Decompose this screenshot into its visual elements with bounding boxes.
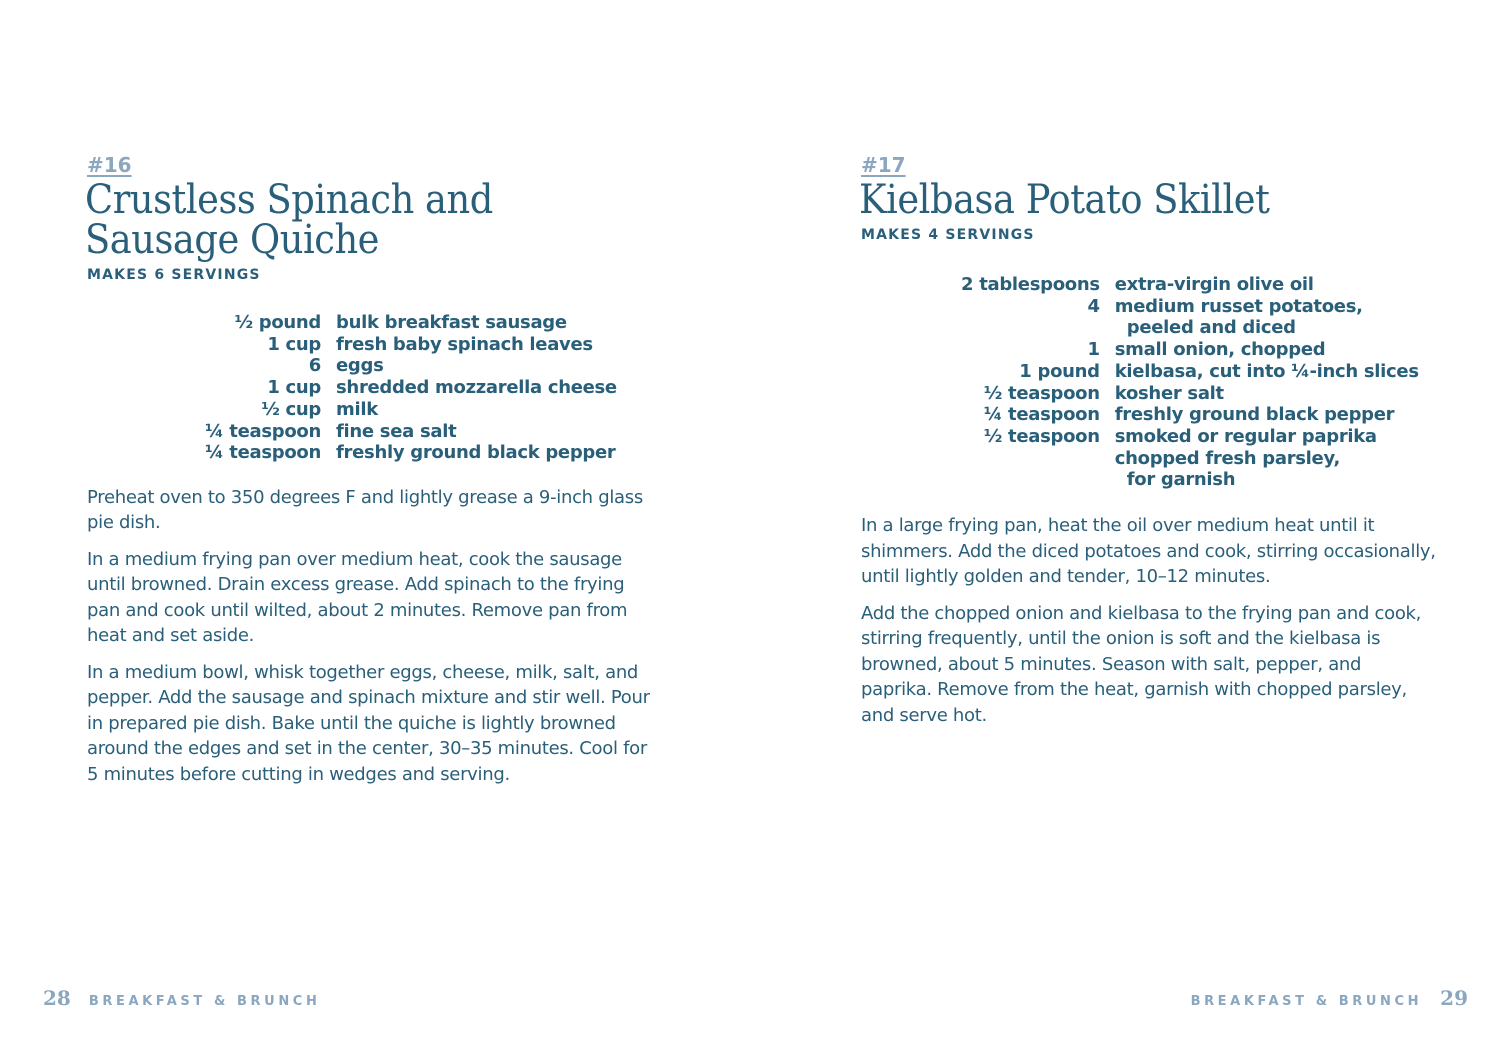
ingredient-qty <box>961 448 1115 491</box>
page-number: 28 <box>43 986 71 1010</box>
ingredient-row <box>205 421 617 443</box>
ingredient-item: freshly ground black pepper <box>336 442 616 464</box>
ingredient-qty: ½ teaspoon <box>983 382 1100 404</box>
ingredient-item <box>1115 448 1419 491</box>
recipe-17 <box>861 152 1451 739</box>
recipe-number: #17 <box>861 153 906 177</box>
ingredient-qty: ¼ teaspoon <box>205 442 322 464</box>
recipe-title-line-1: Crustless Spinach and <box>85 177 493 223</box>
page-number: 29 <box>1440 986 1468 1010</box>
ingredient-row <box>961 404 1419 426</box>
ingredient-qty: ½ teaspoon <box>983 425 1100 447</box>
ingredient-row <box>205 355 617 377</box>
servings-label: MAKES 4 SERVINGS <box>861 227 1035 243</box>
ingredient-list <box>961 274 1419 491</box>
instructions <box>861 513 1436 728</box>
ingredient-item: fresh baby spinach leaves <box>336 333 593 355</box>
ingredient-row <box>961 383 1419 405</box>
section-name: BREAKFAST & BRUNCH <box>88 994 321 1009</box>
ingredient-qty: 6 <box>308 355 322 377</box>
ingredient-row <box>961 274 1419 296</box>
ingredient-qty: ¼ teaspoon <box>205 420 322 442</box>
ingredient-qty: 1 cup <box>267 377 322 399</box>
ingredient-row <box>205 442 617 464</box>
ingredient-item: fine sea salt <box>336 420 457 442</box>
ingredient-row <box>205 377 617 399</box>
instruction-step: Add the chopped onion and kielbasa to the frying pan and cook, stirring frequently, until the onion is soft and the kielbasa is browned, about 5 minutes. Season with salt, pepper, and paprika. Remove from the heat, garnish with chopped parsley, and serve hot. <box>861 602 1422 726</box>
ingredient-item: milk <box>336 398 378 420</box>
ingredient-item: kielbasa, cut into ¼-inch slices <box>1114 360 1419 382</box>
ingredient-qty: 1 cup <box>267 333 322 355</box>
ingredient-item: smoked or regular paprika <box>1114 425 1377 447</box>
ingredient-row <box>961 448 1419 491</box>
ingredient-row <box>961 296 1419 339</box>
ingredient-row <box>961 339 1419 361</box>
ingredient-list <box>205 312 617 464</box>
ingredient-item: freshly ground black pepper <box>1114 404 1395 426</box>
ingredient-row <box>205 399 617 421</box>
ingredient-item-line: medium russet potatoes, <box>1114 295 1363 317</box>
ingredient-qty: ½ pound <box>234 312 322 333</box>
instructions <box>87 485 652 788</box>
instruction-step: In a large frying pan, heat the oil over medium heat until it shimmers. Add the diced potatoes and cook, stirring occasionally, until lightly golden and tender, 10–12 minutes. <box>861 515 1436 588</box>
folio-left <box>43 986 320 1010</box>
instruction-step: Preheat oven to 350 degrees F and lightly grease a 9-inch glass pie dish. <box>87 486 643 534</box>
ingredient-item-continuation: for garnish <box>1126 469 1236 491</box>
section-name: BREAKFAST & BRUNCH <box>1190 994 1423 1009</box>
recipe-number: #16 <box>87 153 132 177</box>
ingredient-row <box>961 426 1419 448</box>
recipe-title <box>85 177 620 263</box>
recipe-16 <box>87 152 667 798</box>
ingredient-row <box>205 312 617 334</box>
ingredient-item <box>1115 296 1419 339</box>
ingredient-row <box>205 334 617 356</box>
ingredient-qty: ½ cup <box>261 398 322 420</box>
ingredient-qty: 2 tablespoons <box>961 274 1100 295</box>
folio-right <box>1191 986 1468 1010</box>
ingredient-item: eggs <box>336 355 384 377</box>
servings-label: MAKES 6 SERVINGS <box>87 267 261 283</box>
recipe-title-line-2: Sausage Quiche <box>85 217 379 263</box>
ingredient-row <box>961 361 1419 383</box>
ingredient-item: extra-virgin olive oil <box>1114 274 1314 295</box>
ingredient-item: kosher salt <box>1114 382 1224 404</box>
ingredient-item: shredded mozzarella cheese <box>336 377 617 399</box>
recipe-title: Kielbasa Potato Skillet <box>859 177 1270 223</box>
ingredient-qty: ¼ teaspoon <box>983 404 1100 426</box>
ingredient-item: bulk breakfast sausage <box>336 312 567 333</box>
instruction-step: In a medium frying pan over medium heat, cook the sausage until browned. Drain excess grease. Add spinach to the frying pan and cook until wilted, about 2 minutes. Remove pan from heat and set aside. <box>87 548 628 647</box>
instruction-step: In a medium bowl, whisk together eggs, cheese, milk, salt, and pepper. Add the sausage and spinach mixture and stir well. Pour in prepared pie dish. Bake until the quiche is lightly browned around the edges and set in the center, 30–35 minutes. Cool for 5 minutes before cutting in wedges and serving. <box>87 661 650 785</box>
ingredient-item-continuation: peeled and diced <box>1126 317 1296 339</box>
ingredient-item: small onion, chopped <box>1114 339 1326 361</box>
ingredient-item-line: chopped fresh parsley, <box>1114 447 1341 469</box>
ingredient-qty: 1 pound <box>1019 360 1100 382</box>
ingredient-qty: 1 <box>1087 339 1100 361</box>
ingredient-qty: 4 <box>1087 295 1100 317</box>
